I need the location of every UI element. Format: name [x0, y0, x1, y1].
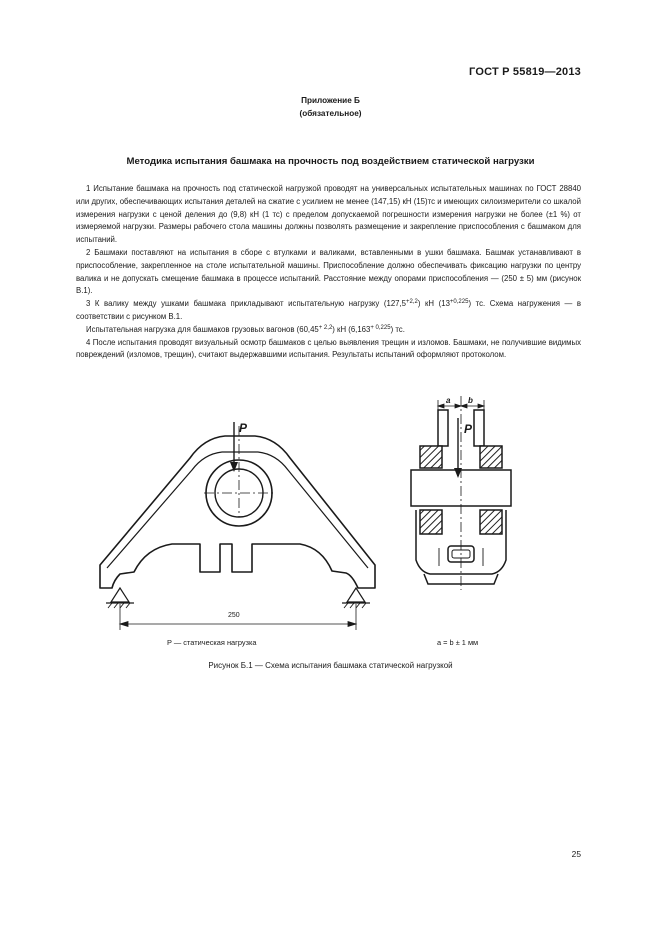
top-clamp-left: [438, 410, 448, 446]
standard-number: ГОСТ Р 55819—2013: [469, 66, 581, 78]
legend-tolerance: a = b ± 1 мм: [437, 638, 479, 647]
paragraph-3-load: Испытательная нагрузка для башмаков грузовых вагонов $(60,45^{+ 2,2})$ кН $(6,163^{+ 0,225})$ тс.: [86, 324, 405, 334]
eye-right-lower: [480, 510, 502, 534]
legend-load: P — статическая нагрузка: [167, 638, 257, 647]
figure-caption: Рисунок Б.1 — Схема испытания башмака статической нагрузкой: [208, 661, 453, 670]
load-label-left: P: [239, 421, 248, 435]
paragraph-3: 3 К валику между ушками башмака прикладывают испытательную нагрузку $(127,5^{+2,2})$ кН $(13^{+0,225})$ тс. Схема нагружения — в соответствии с рисунком В.1.: [76, 299, 581, 321]
dimension-b-label: b: [468, 396, 473, 405]
dimension-a-label: a: [446, 396, 451, 405]
section-title: Методика испытания башмака на прочность под воздействием статической нагрузки: [126, 156, 535, 167]
page-number: 25: [571, 849, 581, 859]
shoe-outline: [100, 436, 375, 588]
shoe-side-view: [100, 426, 375, 588]
paragraph-1: 1 Испытание башмака на прочность под статической нагрузкой проводят на универсальных испытательных машинах по ГОСТ 28840 или других, обеспечивающих испытания деталей на сжатие с усилием не менее (147,15) кН (15)тс и имеющих силоизмерители со шкалой измерения нагрузки с ценой деления до (9,8) кН (1 тс) с пределом допускаемой погрешности измерения нагрузки не более (±1 %) от измеряемой нагрузки. Размеры рабочего стола машины должны позволять размещение и закрепление приспособления с башмаком для испытаний.: [76, 184, 581, 245]
appendix-name: Приложение Б: [301, 96, 360, 105]
paragraph-4: 4 После испытания проводят визуальный осмотр башмаков с целью выявления трещин и изломов. Башмаки, не получившие видимых повреждений (изломов, трещин), считают выдержавшими испытания. Результаты испытаний оформляют протоколом.: [76, 337, 581, 360]
top-clamp-right: [474, 410, 484, 446]
eye-right-upper: [480, 446, 502, 468]
eye-left-lower: [420, 510, 442, 534]
eye-left-upper: [420, 446, 442, 468]
dimension-label: 250: [228, 612, 240, 619]
paragraph-2: 2 Башмаки поставляют на испытания в сборе с втулками и валиками, вставленными в ушки башмака. Башмак устанавливают в приспособление, закрепленное на столе испытательной машины. Приспособление должно обеспечивать фиксацию нагрузки по центру валика и не допускать смещение башмака в процессе испытаний. Расстояние между опорами приспособления — (250 ± 5) мм (рисунок В.1).: [76, 247, 581, 296]
load-arrow-left: [230, 422, 238, 472]
load-label-right: P: [464, 422, 473, 436]
appendix-status: (обязательное): [299, 109, 362, 118]
